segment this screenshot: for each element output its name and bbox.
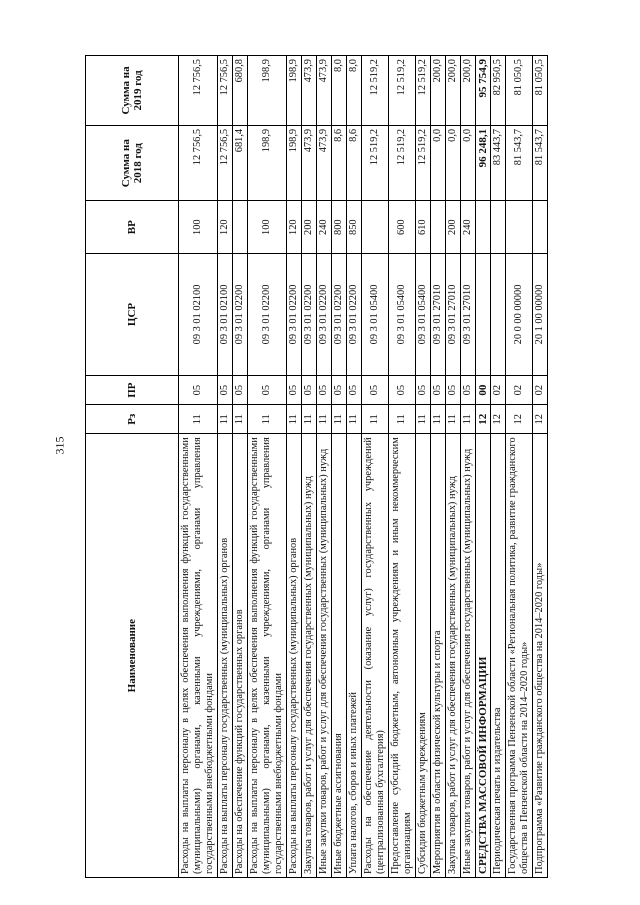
table-row <box>233 56 248 878</box>
cell-sum-2019: 8,0 <box>347 56 362 126</box>
cell-vr <box>233 201 248 253</box>
cell-csr: 09 3 01 02200 <box>347 253 362 375</box>
cell-pr: 05 <box>389 376 416 405</box>
cell-pr: 00 <box>476 376 491 405</box>
cell-rz: 12 <box>533 405 548 434</box>
table-row <box>416 56 431 878</box>
table-row <box>491 56 506 878</box>
cell-vr: 100 <box>248 201 287 253</box>
cell-rz: 11 <box>317 405 332 434</box>
cell-name: Иные закупки товаров, работ и услуг для обеспечения государственных (муниципальных) нужд <box>461 434 476 878</box>
cell-name: Предоставление субсидий бюджетным, автономным учреждениям и иным некоммерческим организациям <box>389 434 416 878</box>
cell-csr: 09 3 01 05400 <box>389 253 416 375</box>
table-row <box>302 56 317 878</box>
cell-rz: 12 <box>506 405 533 434</box>
cell-name: Субсидии бюджетным учреждениям <box>416 434 431 878</box>
cell-pr: 02 <box>533 376 548 405</box>
cell-sum-2019: 473,9 <box>302 56 317 126</box>
table-row <box>287 56 302 878</box>
cell-rz: 11 <box>233 405 248 434</box>
cell-sum-2018: 473,9 <box>317 125 332 201</box>
table-header-row <box>86 56 179 878</box>
cell-pr: 05 <box>302 376 317 405</box>
cell-sum-2019: 81 050,5 <box>506 56 533 126</box>
cell-sum-2019: 81 050,5 <box>533 56 548 126</box>
cell-pr: 05 <box>287 376 302 405</box>
cell-vr: 200 <box>302 201 317 253</box>
cell-sum-2019: 200,0 <box>446 56 461 126</box>
cell-pr: 05 <box>446 376 461 405</box>
cell-rz: 11 <box>461 405 476 434</box>
cell-pr: 05 <box>179 376 218 405</box>
cell-name: Расходы на выплаты персоналу в целях обеспечения выполнения функций государственными (муниципальными) органами, казенными учреждениями, органами управления государственными внебюджетными фондами <box>179 434 218 878</box>
cell-rz: 11 <box>389 405 416 434</box>
cell-sum-2019: 12 519,2 <box>416 56 431 126</box>
cell-rz: 11 <box>431 405 446 434</box>
table-row <box>362 56 389 878</box>
cell-name: Расходы на обеспечение деятельности (оказание услуг) государственных учреждений (централизованная бухгалтерия) <box>362 434 389 878</box>
cell-name: Расходы на выплаты персоналу государственных (муниципальных) органов <box>218 434 233 878</box>
header-pr: ПР <box>86 376 179 405</box>
cell-csr: 09 3 01 02200 <box>248 253 287 375</box>
cell-vr: 120 <box>287 201 302 253</box>
cell-sum-2018: 8,6 <box>332 125 347 201</box>
cell-vr <box>476 201 491 253</box>
cell-name: Расходы на обеспечение функций государственных органов <box>233 434 248 878</box>
cell-rz: 11 <box>347 405 362 434</box>
cell-sum-2018: 0,0 <box>431 125 446 201</box>
table-row <box>506 56 533 878</box>
cell-sum-2018: 473,9 <box>302 125 317 201</box>
cell-csr: 09 3 01 05400 <box>362 253 389 375</box>
cell-pr: 02 <box>491 376 506 405</box>
cell-csr: 09 3 01 27010 <box>461 253 476 375</box>
cell-csr: 09 3 01 02200 <box>302 253 317 375</box>
cell-sum-2019: 473,9 <box>317 56 332 126</box>
page-number: 315 <box>52 436 67 455</box>
cell-rz: 11 <box>287 405 302 434</box>
cell-sum-2019: 8,0 <box>332 56 347 126</box>
rotated-table-container <box>85 55 640 878</box>
table-row <box>332 56 347 878</box>
cell-csr <box>491 253 506 375</box>
cell-name: Уплата налогов, сборов и иных платежей <box>347 434 362 878</box>
cell-vr <box>506 201 533 253</box>
cell-sum-2018: 0,0 <box>446 125 461 201</box>
table-row <box>347 56 362 878</box>
cell-vr: 610 <box>416 201 431 253</box>
cell-rz: 11 <box>332 405 347 434</box>
cell-sum-2019: 12 519,2 <box>362 56 389 126</box>
cell-vr: 240 <box>317 201 332 253</box>
cell-sum-2018: 0,0 <box>461 125 476 201</box>
cell-sum-2019: 95 754,9 <box>476 56 491 126</box>
cell-sum-2019: 198,9 <box>287 56 302 126</box>
cell-pr: 05 <box>347 376 362 405</box>
cell-csr: 09 3 01 02200 <box>332 253 347 375</box>
cell-name: Мероприятия в области физической культуры и спорта <box>431 434 446 878</box>
cell-name: Закупка товаров, работ и услуг для обеспечения государственных (муниципальных) нужд <box>446 434 461 878</box>
cell-rz: 11 <box>302 405 317 434</box>
cell-sum-2018: 198,9 <box>287 125 302 201</box>
cell-sum-2019: 12 756,5 <box>179 56 218 126</box>
cell-csr: 09 3 01 02200 <box>287 253 302 375</box>
cell-pr: 05 <box>332 376 347 405</box>
cell-rz: 11 <box>248 405 287 434</box>
cell-rz: 11 <box>179 405 218 434</box>
cell-sum-2018: 81 543,7 <box>506 125 533 201</box>
cell-sum-2019: 198,9 <box>248 56 287 126</box>
cell-sum-2018: 12 756,5 <box>179 125 218 201</box>
cell-vr: 100 <box>179 201 218 253</box>
cell-rz: 11 <box>416 405 431 434</box>
table-row <box>476 56 491 878</box>
cell-csr <box>476 253 491 375</box>
cell-name: Расходы на выплаты персоналу в целях обеспечения выполнения функций государственными (муниципальными) органами, казенными учреждениями, органами управления государственными внебюджетными фондами <box>248 434 287 878</box>
cell-pr: 05 <box>218 376 233 405</box>
table-row <box>179 56 218 878</box>
cell-rz: 12 <box>476 405 491 434</box>
cell-name: Расходы на выплаты персоналу государственных (муниципальных) органов <box>287 434 302 878</box>
cell-rz: 12 <box>491 405 506 434</box>
cell-csr: 09 3 01 27010 <box>446 253 461 375</box>
cell-pr: 05 <box>362 376 389 405</box>
header-name: Наименование <box>86 434 179 878</box>
cell-pr: 05 <box>317 376 332 405</box>
table-row <box>533 56 548 878</box>
cell-sum-2018: 12 519,2 <box>362 125 389 201</box>
table-row <box>218 56 233 878</box>
cell-sum-2019: 200,0 <box>461 56 476 126</box>
cell-pr: 02 <box>506 376 533 405</box>
cell-vr: 850 <box>347 201 362 253</box>
table-row <box>461 56 476 878</box>
cell-sum-2018: 12 756,5 <box>218 125 233 201</box>
table-row <box>248 56 287 878</box>
cell-sum-2018: 12 519,2 <box>389 125 416 201</box>
table-row <box>446 56 461 878</box>
cell-csr: 09 3 01 02100 <box>218 253 233 375</box>
table-body <box>179 56 548 878</box>
cell-vr: 120 <box>218 201 233 253</box>
header-csr: ЦСР <box>86 253 179 375</box>
cell-sum-2019: 12 519,2 <box>389 56 416 126</box>
cell-csr: 09 3 01 27010 <box>431 253 446 375</box>
cell-vr <box>491 201 506 253</box>
cell-name: Иные бюджетные ассигнования <box>332 434 347 878</box>
cell-pr: 05 <box>248 376 287 405</box>
header-vr: ВР <box>86 201 179 253</box>
cell-csr: 09 3 01 05400 <box>416 253 431 375</box>
cell-csr: 20 1 00 00000 <box>533 253 548 375</box>
cell-sum-2019: 82 950,5 <box>491 56 506 126</box>
cell-name: Иные закупки товаров, работ и услуг для обеспечения государственных (муниципальных) нужд <box>317 434 332 878</box>
header-sum-2018: Сумма на 2018 год <box>86 125 179 201</box>
table-row <box>431 56 446 878</box>
cell-vr <box>533 201 548 253</box>
cell-csr: 09 3 01 02200 <box>233 253 248 375</box>
cell-rz: 11 <box>218 405 233 434</box>
cell-csr: 09 3 01 02100 <box>179 253 218 375</box>
cell-sum-2018: 8,6 <box>347 125 362 201</box>
table-row <box>389 56 416 878</box>
cell-vr <box>431 201 446 253</box>
cell-vr <box>362 201 389 253</box>
table-row <box>317 56 332 878</box>
cell-pr: 05 <box>461 376 476 405</box>
cell-vr: 200 <box>446 201 461 253</box>
budget-table <box>85 55 548 878</box>
cell-sum-2018: 198,9 <box>248 125 287 201</box>
cell-vr: 240 <box>461 201 476 253</box>
cell-rz: 11 <box>446 405 461 434</box>
cell-sum-2018: 83 443,7 <box>491 125 506 201</box>
cell-pr: 05 <box>416 376 431 405</box>
cell-sum-2019: 680,8 <box>233 56 248 126</box>
cell-vr: 600 <box>389 201 416 253</box>
cell-name: Подпрограмма «Развитие гражданского общества на 2014–2020 годы» <box>533 434 548 878</box>
cell-sum-2018: 681,4 <box>233 125 248 201</box>
cell-rz: 11 <box>362 405 389 434</box>
cell-sum-2018: 81 543,7 <box>533 125 548 201</box>
header-rz: Рз <box>86 405 179 434</box>
cell-name: Государственная программа Пензенской области «Региональная политика, развитие гражданского общества в Пензенской области на 2014–2020 годы» <box>506 434 533 878</box>
cell-name: Закупка товаров, работ и услуг для обеспечения государственных (муниципальных) нужд <box>302 434 317 878</box>
cell-pr: 05 <box>431 376 446 405</box>
cell-name: СРЕДСТВА МАССОВОЙ ИНФОРМАЦИИ <box>476 434 491 878</box>
header-sum-2019: Сумма на 2019 год <box>86 56 179 126</box>
cell-sum-2018: 96 248,1 <box>476 125 491 201</box>
cell-csr: 09 3 01 02200 <box>317 253 332 375</box>
cell-csr: 20 0 00 00000 <box>506 253 533 375</box>
cell-pr: 05 <box>233 376 248 405</box>
cell-sum-2019: 200,0 <box>431 56 446 126</box>
cell-sum-2019: 12 756,5 <box>218 56 233 126</box>
cell-vr: 800 <box>332 201 347 253</box>
cell-name: Периодическая печать и издательства <box>491 434 506 878</box>
cell-sum-2018: 12 519,2 <box>416 125 431 201</box>
